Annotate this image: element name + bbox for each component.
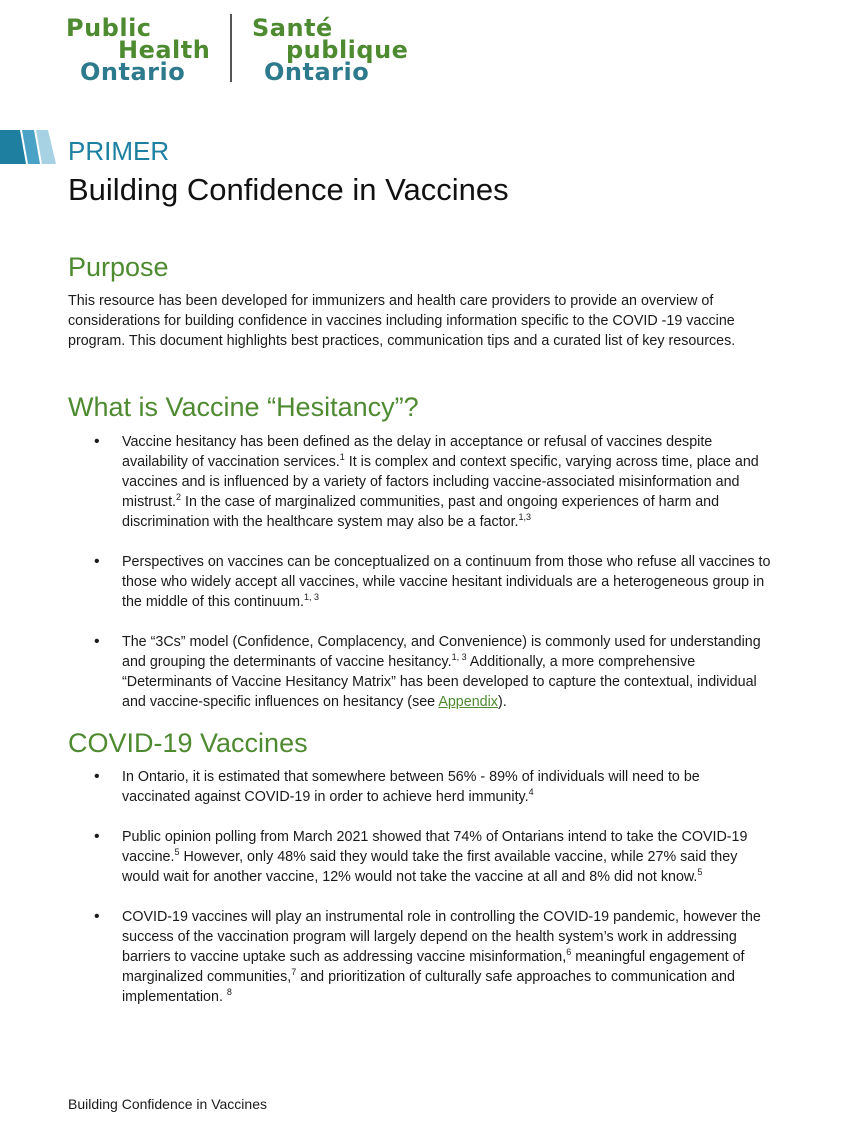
- logo-fr-line3: Ontario: [264, 58, 370, 86]
- citation: 1, 3: [451, 652, 467, 663]
- citation: 4: [528, 787, 534, 798]
- hesitancy-b3-text2: Additionally, a more comprehensive “Determinants of Vaccine Hesitancy Matrix” has been developed to capture the contextual, individual and vaccine-specific influences on hesitancy (see: [122, 654, 757, 710]
- covid-heading: COVID-19 Vaccines: [68, 728, 308, 758]
- logo-divider: [230, 14, 232, 82]
- logo-fr-line1: Santé: [252, 14, 333, 42]
- header-accent-bars: [0, 130, 58, 164]
- covid-b3-text3: and prioritization of culturally safe approaches to communication and implementation.: [122, 969, 735, 1005]
- logo-fr-line2: publique: [286, 36, 409, 64]
- hesitancy-b1-text1: Vaccine hesitancy has been defined as the delay in acceptance or refusal of vaccines despite availability of vaccination services.: [122, 434, 713, 470]
- hesitancy-b1-text3: In the case of marginalized communities, past and ongoing experiences of harm and discrimination with the healthcare system may also be a factor.: [122, 494, 720, 530]
- page-title: Building Confidence in Vaccines: [68, 172, 509, 207]
- covid-b2-text1: Public opinion polling from March 2021 showed that 74% of Ontarians intend to take the COVID-19 vaccine.: [122, 829, 748, 865]
- page-footer: Building Confidence in Vaccines: [68, 1096, 267, 1112]
- list-item: [0, 432, 772, 532]
- list-item: [0, 552, 772, 612]
- citation: 2: [176, 492, 182, 503]
- appendix-link[interactable]: Appendix: [438, 694, 498, 710]
- citation: 5: [174, 847, 180, 858]
- covid-b3-text1: COVID-19 vaccines will play an instrumental role in controlling the COVID-19 pandemic, however the success of the vaccination program will largely depend on the health system’s work in addressing barriers to vaccine uptake such as addressing vaccine misinformation,: [122, 909, 761, 965]
- citation: 7: [291, 967, 297, 978]
- hesitancy-b3-text3: ).: [497, 694, 507, 710]
- citation: 8: [226, 987, 232, 998]
- list-item: [0, 767, 772, 807]
- logo-public-health-ontario: [66, 10, 409, 86]
- list-item: [0, 827, 772, 887]
- hesitancy-b1-text2: It is complex and context specific, varying across time, place and vaccines and is influenced by a variety of factors including vaccine-associated misinformation and mistrust.: [122, 454, 759, 510]
- hesitancy-b3-text1: The “3Cs” model (Confidence, Complacency, and Convenience) is commonly used for understanding and grouping the determinants of vaccine hesitancy.: [122, 634, 761, 670]
- list-item: [0, 907, 772, 1007]
- citation: 5: [697, 867, 703, 878]
- hesitancy-heading: What is Vaccine “Hesitancy”?: [68, 392, 419, 422]
- citation: 1, 3: [304, 592, 320, 603]
- list-item: [0, 632, 772, 712]
- logo-en-line3: Ontario: [80, 58, 186, 86]
- citation: 1: [339, 452, 345, 463]
- primer-label: PRIMER: [68, 136, 170, 166]
- covid-list: [0, 767, 772, 1007]
- logo-en-line2: Health: [118, 36, 211, 64]
- citation: 1,3: [518, 512, 532, 523]
- citation: 6: [566, 947, 572, 958]
- hesitancy-b2-text: Perspectives on vaccines can be conceptualized on a continuum from those who refuse all vaccines to those who widely accept all vaccines, while vaccine hesitant individuals are a heterogeneous group in the middle of this continuum.: [122, 554, 771, 610]
- purpose-paragraph: This resource has been developed for immunizers and health care providers to provide an overview of considerations for building confidence in vaccines including information specific to the COVID -19 vaccine program. This document highlights best practices, communication tips and a curated list of key resources.: [68, 293, 736, 349]
- covid-b1-text: In Ontario, it is estimated that somewhere between 56% - 89% of individuals will need to be vaccinated against COVID-19 in order to achieve herd immunity.: [122, 769, 700, 805]
- hesitancy-list: [0, 432, 772, 712]
- covid-b2-text2: However, only 48% said they would take the first available vaccine, while 27% said they would wait for another vaccine, 12% would not take the vaccine at all and 8% did not know.: [122, 849, 738, 885]
- covid-b3-text2: meaningful engagement of marginalized communities,: [122, 949, 745, 985]
- purpose-heading: Purpose: [68, 252, 169, 282]
- logo-en-line1: Public: [66, 14, 152, 42]
